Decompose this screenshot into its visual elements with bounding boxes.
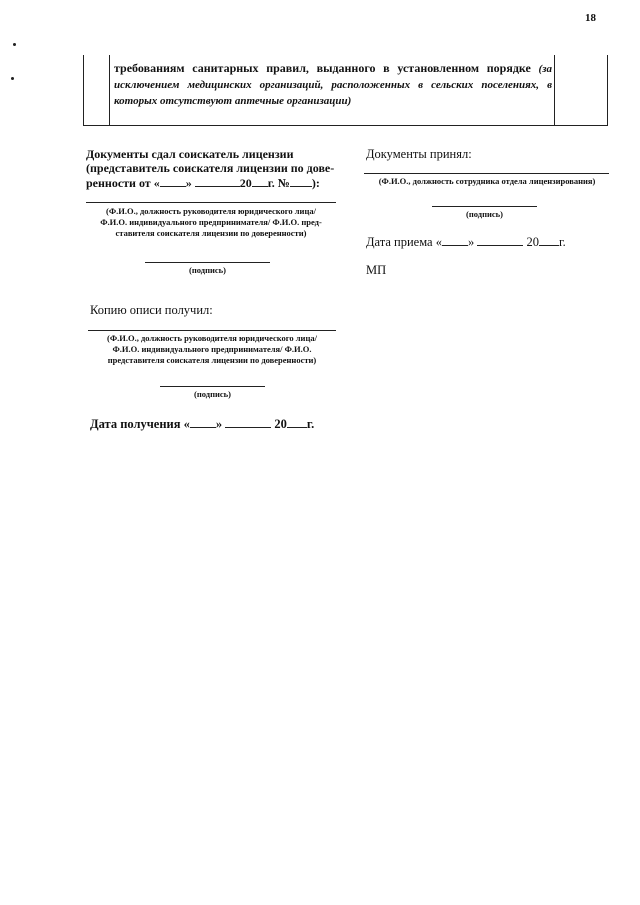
submitted-line-2: (представитель соискателя лицензии по дове-	[86, 161, 335, 175]
fio-hint	[80, 206, 342, 239]
employee-hint: (Ф.И.О., должность сотрудника отдела лицензирования)	[378, 176, 596, 186]
copy-fio-hint-line-2: Ф.И.О. индивидуального предпринимателя/ Ф.И.О.	[112, 344, 312, 354]
requirements-table-fragment	[83, 55, 608, 126]
copy-fio-hint	[82, 333, 342, 366]
receipt-year-prefix: 20	[274, 417, 287, 431]
submitted-number-field[interactable]	[290, 175, 312, 187]
receipt-date-close: »	[215, 417, 223, 431]
employee-line[interactable]	[364, 173, 609, 174]
copy-fio-line[interactable]	[88, 330, 336, 331]
signature-hint: (подпись)	[189, 265, 226, 275]
documents-accepted-label: Документы принял:	[366, 147, 472, 161]
accept-year-suffix: г.	[558, 235, 566, 249]
copy-received-label: Копию описи получил:	[90, 303, 213, 317]
accept-signature-line[interactable]	[432, 206, 537, 207]
accept-day-field[interactable]	[442, 234, 468, 246]
copy-signature-line[interactable]	[160, 386, 265, 387]
submitted-year-prefix: 20	[239, 176, 252, 190]
accept-year-field[interactable]	[539, 234, 559, 246]
accept-signature-hint: (подпись)	[466, 209, 503, 219]
submitted-day-field[interactable]	[160, 175, 186, 187]
fio-hint-line-1: (Ф.И.О., должность руководителя юридического лица/	[106, 206, 316, 216]
accept-month-field[interactable]	[477, 234, 523, 246]
accept-date-close: »	[467, 235, 475, 249]
accept-date-open: Дата приема «	[366, 235, 442, 249]
accept-year-prefix: 20	[526, 235, 539, 249]
copy-fio-hint-line-1: (Ф.И.О., должность руководителя юридического лица/	[107, 333, 317, 343]
copy-signature-hint: (подпись)	[194, 389, 231, 399]
submitted-date-close: »	[185, 176, 192, 190]
signature-line[interactable]	[145, 262, 270, 263]
fio-line[interactable]	[86, 202, 336, 203]
receipt-day-field[interactable]	[190, 416, 216, 428]
submitted-line-1: Документы сдал соискатель лицензии	[86, 147, 294, 161]
table-divider-right	[554, 55, 555, 125]
copy-fio-hint-line-3: представителя соискателя лицензии по доверенности)	[107, 355, 317, 365]
table-text-main: требованиям санитарных правил, выданного в установленном порядке	[114, 61, 531, 75]
submitted-month-field[interactable]	[195, 175, 240, 187]
submitted-number-label: г. №	[267, 176, 290, 190]
page-number: 18	[585, 12, 596, 24]
submitted-line-end: ):	[311, 176, 320, 190]
receipt-month-field[interactable]	[225, 416, 271, 428]
table-cell-text	[114, 61, 552, 109]
accept-date-row	[366, 234, 566, 250]
documents-submitted-block	[86, 147, 346, 190]
table-divider-left	[109, 55, 110, 125]
scan-artifact-dot	[13, 43, 16, 46]
receipt-date-row	[90, 416, 314, 431]
submitted-line-3	[86, 175, 346, 190]
stamp-placeholder: МП	[366, 263, 387, 277]
fio-hint-line-2: Ф.И.О. индивидуального предпринимателя/ Ф.И.О. пред-	[100, 217, 322, 227]
receipt-year-field[interactable]	[287, 416, 307, 428]
table-text-italic: (за исключением медицинских организаций, расположенных в сельских поселениях, в которых отсутствуют аптечные организации)	[114, 63, 553, 107]
scan-artifact-dot	[11, 77, 14, 80]
receipt-date-open: Дата получения «	[90, 417, 190, 431]
fio-hint-line-3: ставителя соискателя лицензии по доверенности)	[115, 228, 307, 238]
receipt-year-suffix: г.	[306, 417, 315, 431]
submitted-date-open: ренности от «	[86, 176, 160, 190]
submitted-year-field[interactable]	[252, 175, 268, 187]
